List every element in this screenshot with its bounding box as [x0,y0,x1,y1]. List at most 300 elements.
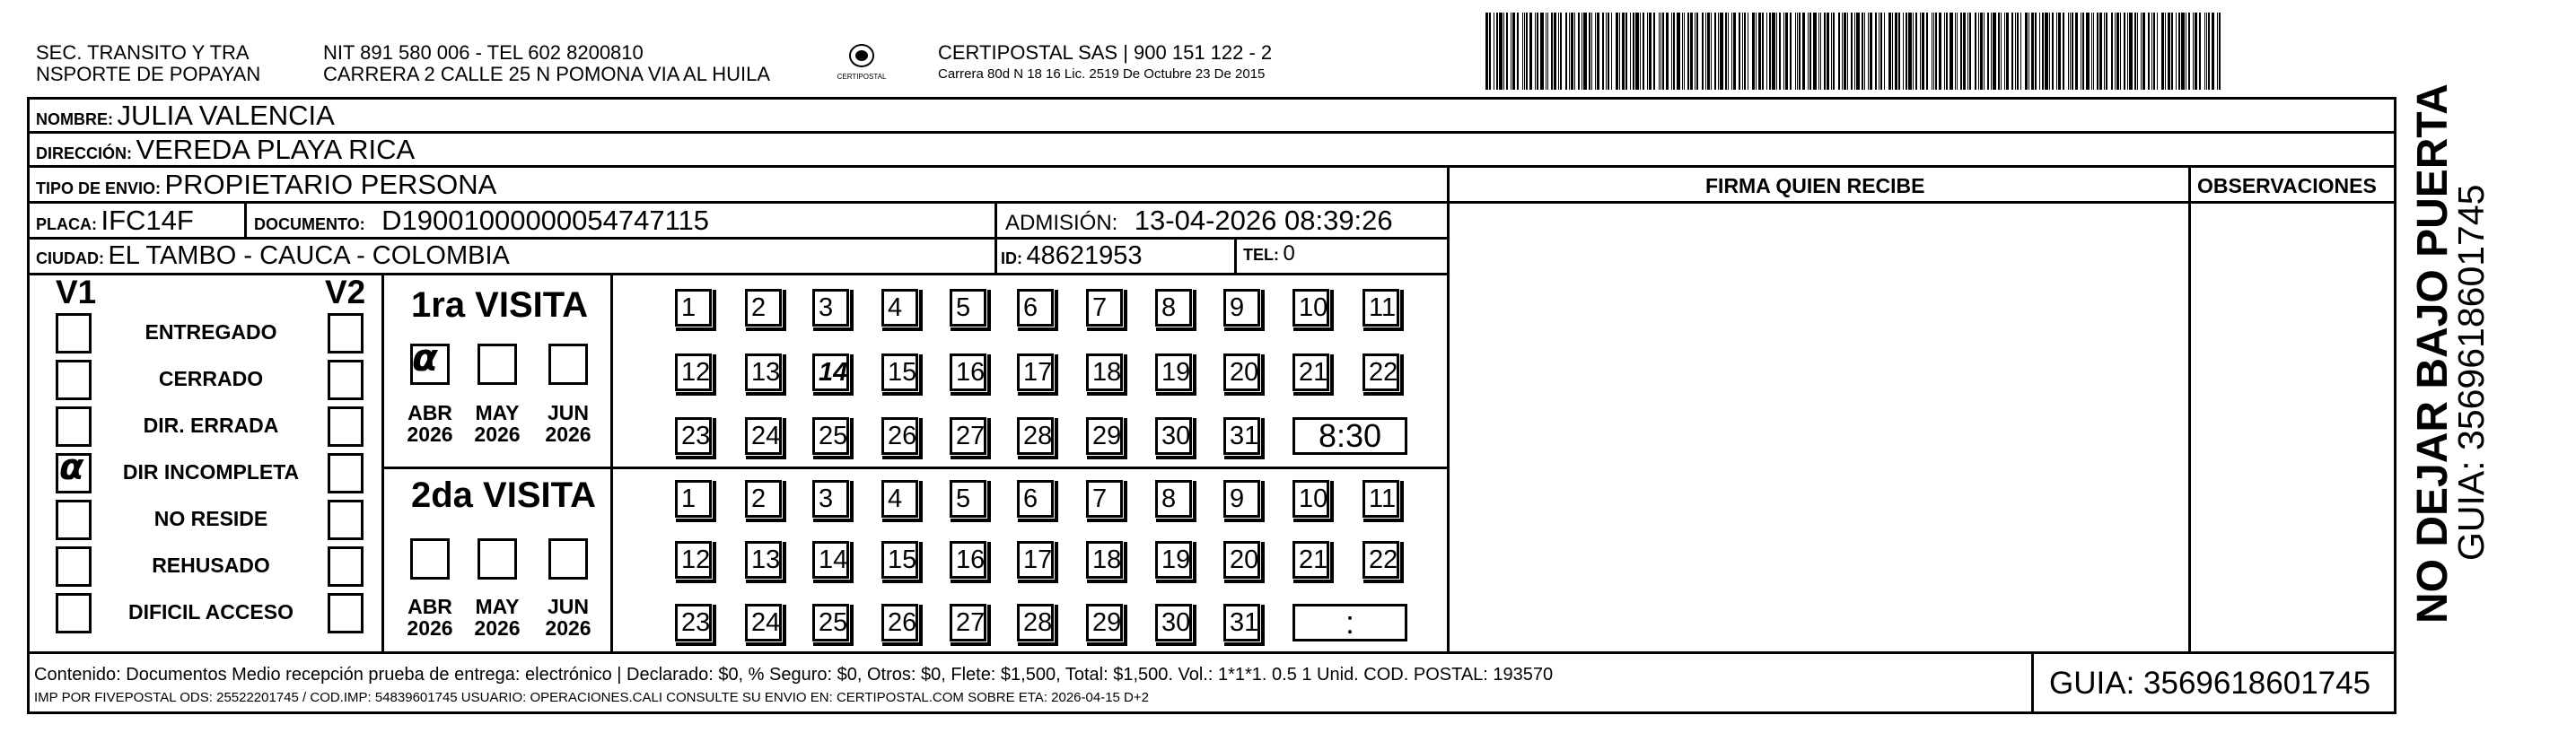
barcode-bar [1783,13,1784,90]
day-box-3: 3 [812,289,849,327]
barcode-bar [2171,13,2173,90]
month-label-may: MAY [475,401,520,424]
barcode-bar [1933,13,1934,90]
month-label-may: MAY [475,595,520,618]
year-label-may: 2026 [474,616,521,640]
barcode-bar [1506,13,1508,90]
barcode-bar [1616,13,1618,90]
barcode-bar [1733,13,1736,90]
v1-checkbox [56,593,92,633]
day-box-29: 29 [1086,417,1123,455]
barcode-bar [1705,13,1706,90]
barcode-bar [1595,13,1596,90]
month-checkbox-may [478,538,517,580]
v2-checkbox [328,406,364,447]
tipo-envio-value: PROPIETARIO PERSONA [164,169,497,200]
barcode-bar [1884,13,1885,90]
day-box-27: 27 [950,604,986,641]
org-name-line2: NSPORTE DE POPAYAN [36,63,261,85]
barcode-bar [1946,13,1948,90]
barcode-bar [2039,13,2040,90]
barcode-bar [1524,13,1525,90]
day-box-16: 16 [950,353,986,391]
barcode-bar [1625,13,1627,90]
tipo-envio-label: TIPO DE ENVIO: [36,179,162,197]
barcode-bar [1844,13,1846,90]
status-label: DIR. ERRADA [143,414,279,437]
ciudad-label: CIUDAD: [36,249,104,267]
day-box-20: 20 [1223,353,1260,391]
v1-checkbox [56,500,92,540]
barcode-bar [1856,13,1860,90]
status-label: DIR INCOMPLETA [122,460,300,484]
barcode-bar [1838,13,1840,90]
admision-value: 13-04-2026 08:39:26 [1134,205,1393,236]
barcode-bar [1892,13,1893,90]
barcode-bar [2025,13,2028,90]
v2-header: V2 [325,274,366,310]
year-label-may: 2026 [474,423,521,446]
footer-guia: GUIA: 3569618601745 [2049,666,2371,701]
barcode-bar [1864,13,1865,90]
day-box-28: 28 [1017,604,1054,641]
year-label-abr: 2026 [407,616,453,640]
day-box-9: 9 [1223,480,1260,518]
barcode-bar [2124,13,2125,90]
documento-label: DOCUMENTO: [254,215,365,233]
v1-checkbox [56,313,92,353]
day-box-2: 2 [745,480,782,518]
barcode-bar [2116,13,2119,90]
barcode-bar [1809,13,1811,90]
barcode-bar [2165,13,2166,90]
month-label-abr: ABR [407,595,452,618]
nombre-row [36,101,335,129]
day-box-18: 18 [1086,541,1123,579]
id-value: 48621953 [1026,241,1143,270]
barcode-bar [2208,13,2210,90]
barcode-bar [2006,13,2009,90]
month-checkbox-abr [410,538,450,580]
barcode-bar [2134,13,2136,90]
day-box-30: 30 [1155,417,1192,455]
tel-value: 0 [1283,241,1295,266]
barcode-bar [2212,13,2214,90]
v2-checkbox [328,360,364,400]
direccion-value: VEREDA PLAYA RICA [136,134,416,165]
barcode-bar [2035,13,2037,90]
barcode-bar [1980,13,1983,90]
address-line: CARRERA 2 CALLE 25 N POMONA VIA AL HUILA [323,63,771,85]
barcode-bar [1571,13,1573,90]
barcode-bar [1998,13,2000,90]
day-box-25: 25 [812,417,849,455]
ciudad-value: EL TAMBO - CAUCA - COLOMBIA [108,241,510,270]
barcode-bar [1537,13,1538,90]
visit1-title: 1ra VISITA [411,285,589,325]
barcode-bar [2161,13,2164,90]
barcode-bar [1551,13,1553,90]
barcode-bar [1967,13,1968,90]
barcode-bar [1915,13,1917,90]
barcode-bar [1517,13,1519,90]
barcode-bar [2151,13,2152,90]
day-box-15: 15 [881,541,918,579]
barcode-bar [2188,13,2190,90]
footer-contenido: Contenido: Documentos Medio recepción prueba de entrega: electrónico | Declarado: $0, % Seguro: $0, Otros: $0, Flete: $1,500, Total: $1,500. Vol.: 1*1*1. 0.5 1 Unid. COD. POSTAL: 193570 [34,665,1554,685]
barcode-bar [2020,13,2021,90]
barcode-bar [2142,13,2145,90]
barcode-bar [1957,13,1958,90]
barcode-bar [2056,13,2057,90]
barcode-bar [1888,13,1891,90]
day-box-24: 24 [745,604,782,641]
barcode-bar [1499,13,1503,90]
barcode-bar [1649,13,1652,90]
barcode-bar [1827,13,1829,90]
barcode-bar [1522,13,1523,90]
barcode-bar [1756,13,1757,90]
barcode-bar [1802,13,1805,90]
barcode-bar [1485,13,1488,90]
barcode-bar [1696,13,1698,90]
barcode-bar [2091,13,2092,90]
side-warning: NO DEJAR BAJO PUERTA [2409,83,2457,624]
day-box-1: 1 [675,289,712,327]
month-label-abr: ABR [407,401,452,424]
barcode-bar [2148,13,2150,90]
day-box-24: 24 [745,417,782,455]
barcode-bar [2028,13,2029,90]
day-box-1: 1 [675,480,712,518]
tipo-envio-row [36,170,496,198]
side-guia: GUIA: 3569618601745 [2450,184,2492,561]
barcode-bar [2153,13,2155,90]
barcode-bar [2086,13,2090,90]
barcode-bar [1608,13,1609,90]
barcode-bar [1718,13,1719,90]
month-checkbox-jun [548,344,588,385]
org-name-line1: SEC. TRANSITO Y TRA [36,41,250,64]
barcode-bar [1935,13,1937,90]
day-box-12: 12 [675,353,712,391]
barcode-bar [1677,13,1680,90]
year-label-abr: 2026 [407,423,453,446]
day-box-10: 10 [1292,289,1329,327]
barcode-bar [1808,13,1809,90]
barcode-bar [1503,13,1504,90]
month-check-mark: α [412,336,438,380]
barcode-bar [1769,13,1771,90]
barcode-bar [1991,13,1992,90]
barcode-bar [1944,13,1945,90]
barcode-bar [1662,13,1664,90]
barcode-bar [2106,13,2107,90]
barcode-bar [1847,13,1848,90]
barcode-bar [1908,13,1912,90]
documento-value: D19001000000054747115 [381,205,710,236]
day-box-31: 31 [1223,604,1260,641]
firma-header: FIRMA QUIEN RECIBE [1705,174,1925,197]
day-box-27: 27 [950,417,986,455]
barcode-bar [1851,13,1853,90]
day-box-25: 25 [812,604,849,641]
barcode-bar [1799,13,1801,90]
barcode-bar [2193,13,2194,90]
barcode-bar [1903,13,1904,90]
barcode-bar [1633,13,1634,90]
barcode-bar [1591,13,1592,90]
day-box-20: 20 [1223,541,1260,579]
v1-checkbox [56,360,92,400]
barcode-bar [2075,13,2078,90]
barcode-bar [2115,13,2116,90]
barcode-bar [2082,13,2084,90]
barcode-bar [1842,13,1843,90]
barcode-bar [1926,13,1928,90]
barcode-bar [2058,13,2061,90]
barcode-bar [1818,13,1819,90]
barcode-bar [2129,13,2133,90]
barcode-bar [1547,13,1548,90]
barcode-bar [1790,13,1792,90]
v1-checkbox [56,406,92,447]
barcode-bar [1589,13,1590,90]
day-box-4: 4 [881,480,918,518]
barcode-bar [1820,13,1821,90]
day-box-17: 17 [1017,541,1054,579]
barcode-bar [1758,13,1761,90]
status-label: CERRADO [158,367,264,390]
barcode-bar [2015,13,2016,90]
barcode-bar [1862,13,1863,90]
barcode-bar [2052,13,2054,90]
status-label: REHUSADO [152,554,270,577]
time-box: : [1292,604,1407,641]
barcode-bar [1659,13,1660,90]
barcode-bar [2127,13,2128,90]
barcode-bar [1963,13,1966,90]
barcode-bar [2097,13,2098,90]
id-label: ID: [1001,249,1022,267]
barcode-bar [1684,13,1685,90]
placa-label: PLACA: [36,215,97,233]
barcode-bar [1673,13,1675,90]
observaciones-header: OBSERVACIONES [2197,174,2377,197]
day-box-6: 6 [1017,289,1054,327]
year-label-jun: 2026 [545,423,591,446]
barcode-bar [1785,13,1788,90]
barcode-bar [1526,13,1528,90]
placa-value: IFC14F [101,205,194,236]
barcode-bar [2017,13,2019,90]
barcode-bar [1583,13,1587,90]
day-box-5: 5 [950,289,986,327]
day-box-12: 12 [675,541,712,579]
v2-checkbox [328,313,364,353]
barcode-bar [1720,13,1723,90]
day-box-14: 14 [812,353,849,391]
barcode-bar [1660,13,1661,90]
barcode-bar [1913,13,1914,90]
barcode-bar [1558,13,1559,90]
v1-check-mark: α [59,447,84,488]
barcode-bar [2063,13,2064,90]
id-field [1001,243,1142,269]
barcode-bar [1619,13,1620,90]
barcode-bar [1898,13,1900,90]
day-box-21: 21 [1292,353,1329,391]
barcode-bar [1574,13,1575,90]
barcode-bar [1640,13,1641,90]
certipostal-logo [835,38,889,83]
day-box-6: 6 [1017,480,1054,518]
nombre-value: JULIA VALENCIA [117,100,335,131]
barcode-bar [2141,13,2142,90]
barcode-bar [1795,13,1796,90]
barcode-bar [1565,13,1567,90]
barcode-bar [1739,13,1740,90]
barcode-bar [1535,13,1536,90]
barcode-bar [1728,13,1729,90]
day-box-29: 29 [1086,604,1123,641]
day-box-8: 8 [1155,289,1192,327]
barcode-bar [2104,13,2105,90]
v2-checkbox [328,546,364,587]
barcode-bar [2031,13,2034,90]
barcode-bar [1772,13,1775,90]
documento-field [254,206,709,234]
day-box-4: 4 [881,289,918,327]
barcode-bar [1702,13,1704,90]
status-label: ENTREGADO [145,320,277,344]
day-box-5: 5 [950,480,986,518]
nombre-label: NOMBRE: [36,110,113,128]
barcode-bar [1993,13,1996,90]
barcode-bar [1854,13,1855,90]
day-box-17: 17 [1017,353,1054,391]
barcode-bar [2001,13,2002,90]
day-box-13: 13 [745,541,782,579]
barcode-bar [1813,13,1817,90]
placa-field [36,206,194,234]
barcode-bar [1635,13,1639,90]
month-label-jun: JUN [547,595,589,618]
day-box-23: 23 [675,604,712,641]
barcode-bar [1687,13,1689,90]
barcode-bar [1870,13,1872,90]
day-box-22: 22 [1362,541,1399,579]
barcode-bar [1939,13,1941,90]
barcode-bar [1824,13,1826,90]
barcode-bar [2099,13,2102,90]
barcode-bar [1671,13,1672,90]
v1-checkbox [56,546,92,587]
barcode-bar [2068,13,2069,90]
barcode-bar [1714,13,1716,90]
barcode-bar [1496,13,1498,90]
day-box-22: 22 [1362,353,1399,391]
barcode-bar [1895,13,1897,90]
barcode-bar [2045,13,2048,90]
barcode-bar [2206,13,2207,90]
day-box-7: 7 [1086,289,1123,327]
barcode-bar [1540,13,1544,90]
barcode-bar [1611,13,1612,90]
barcode-bar [1831,13,1832,90]
barcode-bar [1630,13,1631,90]
nit-line: NIT 891 580 006 - TEL 602 8200810 [323,41,644,64]
barcode-bar [1833,13,1835,90]
direccion-label: DIRECCIÓN: [36,144,132,162]
day-box-11: 11 [1362,289,1399,327]
barcode-bar [1969,13,1971,90]
day-box-19: 19 [1155,541,1192,579]
admision-label: ADMISIÓN: [1005,211,1118,235]
day-box-3: 3 [812,480,849,518]
shipment-barcode [1485,13,2221,90]
day-box-30: 30 [1155,604,1192,641]
barcode-bar [2072,13,2073,90]
barcode-bar [1602,13,1604,90]
barcode-bar [2199,13,2201,90]
barcode-bar [1906,13,1907,90]
barcode-bar [2011,13,2013,90]
barcode-bar [2168,13,2170,90]
admision-field [1005,206,1393,234]
barcode-bar [2049,13,2050,90]
barcode-bar [1766,13,1767,90]
barcode-bar [1643,13,1644,90]
barcode-bar [2042,13,2044,90]
barcode-bar [1975,13,1976,90]
barcode-bar [1776,13,1777,90]
direccion-row [36,135,415,163]
barcode-bar [1744,13,1746,90]
barcode-bar [1653,13,1655,90]
barcode-bar [1725,13,1727,90]
barcode-bar [1984,13,1985,90]
barcode-bar [2204,13,2205,90]
barcode-bar [1978,13,1979,90]
barcode-bar [1711,13,1712,90]
day-box-26: 26 [881,417,918,455]
month-label-jun: JUN [547,401,589,424]
svg-text:CERTIPOSTAL: CERTIPOSTAL [837,73,887,81]
courier-license: Carrera 80d N 18 16 Lic. 2519 De Octubre 23 De 2015 [938,66,1266,82]
barcode-bar [1690,13,1693,90]
barcode-bar [1880,13,1882,90]
footer-impresion: IMP POR FIVEPOSTAL ODS: 25522201745 / COD.IMP: 54839601745 USUARIO: OPERACIONES.CALI CONSULTE SU ENVIO EN: CERTIPOSTAL.COM SOBRE ETA: 2026-04-15 D+2 [34,690,1149,705]
year-label-jun: 2026 [545,616,591,640]
barcode-bar [2176,13,2177,90]
v2-checkbox [328,593,364,633]
day-box-23: 23 [675,417,712,455]
day-box-21: 21 [1292,541,1329,579]
barcode-bar [1560,13,1562,90]
day-box-16: 16 [950,541,986,579]
day-box-8: 8 [1155,480,1192,518]
barcode-bar [2217,13,2218,90]
status-label: NO RESIDE [153,507,268,530]
barcode-bar [1622,13,1625,90]
barcode-bar [1950,13,1953,90]
time-box: 8:30 [1292,417,1407,455]
courier-line: CERTIPOSTAL SAS | 900 151 122 - 2 [938,41,1273,64]
barcode-bar [2120,13,2121,90]
month-checkbox-jun [548,538,588,580]
barcode-bar [1797,13,1798,90]
